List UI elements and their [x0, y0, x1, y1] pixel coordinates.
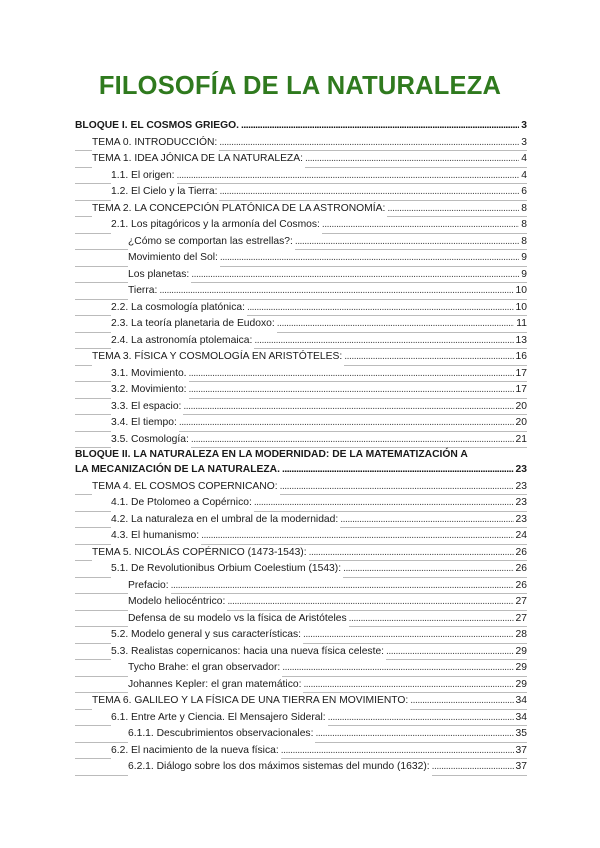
dot-leader	[280, 479, 514, 496]
toc-page-number: 24	[515, 530, 527, 541]
toc-entry[interactable]	[75, 333, 527, 350]
dot-leader	[386, 644, 514, 661]
toc-entry[interactable]	[75, 710, 527, 727]
toc-page-number: 4	[521, 169, 527, 181]
toc-entry[interactable]	[75, 743, 527, 760]
dot-leader	[295, 234, 519, 251]
toc-entry[interactable]	[75, 627, 527, 644]
dot-leader	[247, 300, 514, 317]
toc-entry-text: TEMA 6. GALILEO Y LA FÍSICA DE UNA TIERRA EN MOVIMIENTO:	[92, 693, 410, 710]
dot-leader	[387, 201, 519, 218]
toc-entry-text: BLOQUE I. EL COSMOS GRIEGO.	[75, 118, 241, 135]
toc-entry[interactable]	[75, 512, 527, 529]
document-title: FILOSOFÍA DE LA NATURALEZA	[98, 72, 502, 100]
toc-page-number: 8	[521, 235, 527, 247]
dot-leader	[305, 151, 519, 168]
toc-entry[interactable]	[75, 528, 527, 545]
toc-entry[interactable]	[75, 217, 527, 234]
toc-entry-text: TEMA 1. IDEA JÓNICA DE LA NATURALEZA:	[92, 151, 305, 168]
toc-page-number: 17	[515, 367, 527, 379]
toc-entry-text: Modelo heliocéntrico:	[128, 594, 227, 611]
toc-entry[interactable]	[75, 184, 527, 201]
toc-page-number: 10	[515, 301, 527, 313]
dot-leader	[183, 399, 513, 416]
dot-leader	[309, 545, 514, 562]
toc-entry-text: 5.2. Modelo general y sus características:	[111, 627, 303, 644]
toc-entry-text: 6.1.1. Descubrimientos observacionales:	[128, 726, 315, 743]
toc-entry-text: 5.3. Realistas copernicanos: hacia una nueva física celeste:	[111, 644, 386, 661]
toc-entry[interactable]	[75, 382, 527, 399]
toc-entry-text: TEMA 5. NICOLÁS COPÉRNICO (1473-1543):	[92, 545, 309, 562]
toc-entry[interactable]	[75, 399, 527, 416]
toc-entry[interactable]	[75, 432, 527, 449]
toc-entry[interactable]	[75, 611, 527, 628]
toc-entry-text: Los planetas:	[128, 267, 191, 284]
dot-leader	[179, 415, 514, 432]
toc-entry-text: TEMA 3. FÍSICA Y COSMOLOGÍA EN ARISTÓTELES:	[92, 349, 344, 366]
toc-entry-text: Movimiento del Sol:	[128, 250, 220, 267]
toc-entry[interactable]	[75, 726, 527, 743]
toc-entry-text: 4.3. El humanismo:	[111, 528, 201, 545]
toc-entry[interactable]	[75, 677, 527, 694]
toc-page-number: 9	[521, 268, 527, 280]
toc-page-number: 23	[515, 513, 527, 525]
toc-entry-text: 2.1. Los pitagóricos y la armonía del Cosmos:	[111, 217, 322, 234]
toc-page-number: 10	[515, 285, 527, 296]
dot-leader	[241, 118, 519, 135]
dot-leader	[277, 316, 515, 333]
dot-leader	[159, 283, 513, 300]
toc-entry[interactable]	[75, 594, 527, 611]
toc-page-number: 26	[515, 579, 527, 591]
toc-page-number: 8	[521, 219, 527, 230]
toc-entry-text: ¿Cómo se comportan las estrellas?:	[128, 234, 295, 251]
toc-page-number: 37	[515, 761, 527, 772]
toc-page-number: 34	[515, 695, 527, 706]
toc-entry[interactable]	[75, 479, 527, 496]
toc-entry[interactable]	[75, 349, 527, 366]
toc-entry-text: TEMA 0. INTRODUCCIÓN:	[92, 135, 219, 152]
toc-entry-text: LA MECANIZACIÓN DE LA NATURALEZA.	[75, 462, 282, 479]
toc-page-number: 13	[515, 334, 527, 346]
toc-page-number: 26	[515, 563, 527, 574]
toc-entry-text: 4.2. La naturaleza en el umbral de la modernidad:	[111, 512, 340, 529]
dot-leader	[177, 168, 520, 185]
toc-page-number: 20	[515, 400, 527, 412]
toc-entry[interactable]	[75, 168, 527, 185]
dot-leader	[322, 217, 519, 234]
toc-page-number: 17	[515, 384, 527, 395]
dot-leader	[343, 561, 513, 578]
toc-entry[interactable]	[75, 234, 527, 251]
toc-entry-text: TEMA 2. LA CONCEPCIÓN PLATÓNICA DE LA ASTRONOMÍA:	[92, 201, 387, 218]
dot-leader	[282, 660, 513, 677]
toc-entry-text: Prefacio:	[128, 578, 171, 595]
toc-entry-text: 3.5. Cosmología:	[111, 432, 191, 449]
dot-leader	[328, 710, 514, 727]
dot-leader	[254, 495, 514, 512]
toc-page-number: 37	[515, 744, 527, 756]
dot-leader	[189, 382, 514, 399]
toc-entry[interactable]	[75, 495, 527, 512]
toc-entry[interactable]	[75, 283, 527, 300]
dot-leader	[303, 677, 513, 694]
toc-entry-text: 2.3. La teoría planetaria de Eudoxo:	[111, 316, 277, 333]
toc-page-number: 20	[515, 417, 527, 428]
toc-entry[interactable]	[75, 366, 527, 383]
toc-page-number: 35	[515, 728, 527, 739]
dot-leader	[432, 759, 514, 776]
toc-page-number: 26	[515, 546, 527, 558]
toc-entry[interactable]	[75, 135, 527, 152]
dot-leader	[349, 611, 514, 628]
toc-entry-text: 3.2. Movimiento:	[111, 382, 189, 399]
toc-entry[interactable]	[75, 448, 527, 479]
dot-leader	[315, 726, 513, 743]
toc-entry[interactable]	[75, 578, 527, 595]
dot-leader	[303, 627, 514, 644]
toc-entry-text: 6.2.1. Diálogo sobre los dos máximos sistemas del mundo (1632):	[128, 759, 432, 776]
toc-page-number: 27	[515, 596, 527, 607]
toc-entry-text: 1.2. El Cielo y la Tierra:	[111, 184, 219, 201]
toc-page-number: 23	[515, 480, 527, 492]
toc-entry[interactable]	[75, 250, 527, 267]
toc-page-number: 8	[521, 202, 527, 214]
toc-entry[interactable]	[75, 267, 527, 284]
toc-entry-text: Tierra:	[128, 283, 159, 300]
toc-entry-text: 3.4. El tiempo:	[111, 415, 179, 432]
toc-page-number: 29	[515, 678, 527, 690]
dot-leader	[201, 528, 513, 545]
table-of-contents	[75, 118, 527, 776]
toc-entry[interactable]	[75, 300, 527, 317]
toc-entry-text: Johannes Kepler: el gran matemático:	[128, 677, 303, 694]
toc-entry[interactable]	[75, 693, 527, 710]
toc-entry-text: 3.1. Movimiento.	[111, 366, 189, 383]
dot-leader	[227, 594, 513, 611]
toc-entry-text: 1.1. El origen:	[111, 168, 177, 185]
toc-entry-text: Tycho Brahe: el gran observador:	[128, 660, 282, 677]
toc-page-number: 3	[521, 136, 527, 148]
toc-entry-text: 2.2. La cosmología platónica:	[111, 300, 247, 317]
toc-page-number: 11	[516, 318, 527, 329]
dot-leader	[220, 250, 519, 267]
toc-entry-text: 5.1. De Revolutionibus Orbium Coelestium (1543):	[111, 561, 343, 578]
toc-entry[interactable]	[75, 151, 527, 168]
toc-entry[interactable]	[75, 118, 527, 135]
toc-entry[interactable]	[75, 644, 527, 661]
toc-entry[interactable]	[75, 415, 527, 432]
dot-leader	[344, 349, 513, 366]
dot-leader	[282, 462, 514, 479]
dot-leader	[191, 432, 514, 449]
toc-entry-text: 3.3. El espacio:	[111, 399, 183, 416]
dot-leader	[254, 333, 513, 350]
toc-entry[interactable]	[75, 201, 527, 218]
dot-leader	[219, 135, 519, 152]
toc-entry-text: 4.1. De Ptolomeo a Copérnico:	[111, 495, 254, 512]
toc-page-number: 29	[515, 645, 527, 657]
toc-page-number: 21	[515, 433, 527, 445]
dot-leader	[340, 512, 513, 529]
toc-entry-text: 2.4. La astronomía ptolemaica:	[111, 333, 254, 350]
toc-entry-text: 6.2. El nacimiento de la nueva física:	[111, 743, 281, 760]
toc-page-number: 9	[521, 252, 527, 263]
dot-leader	[191, 267, 519, 284]
toc-page-number: 28	[515, 629, 527, 640]
toc-page-number: 16	[515, 351, 527, 362]
toc-entry-text: TEMA 4. EL COSMOS COPERNICANO:	[92, 479, 280, 496]
dot-leader	[410, 693, 513, 710]
toc-page-number: 23	[515, 464, 527, 475]
toc-entry[interactable]	[75, 660, 527, 677]
toc-entry[interactable]	[75, 545, 527, 562]
toc-entry-text: Defensa de su modelo vs la física de Aristóteles	[128, 611, 349, 628]
toc-page-number: 23	[515, 497, 527, 508]
toc-page-number: 27	[515, 612, 527, 624]
toc-entry[interactable]	[75, 561, 527, 578]
toc-page-number: 6	[521, 186, 527, 197]
toc-page-number: 4	[521, 153, 527, 164]
toc-entry-text: BLOQUE II. LA NATURALEZA EN LA MODERNIDAD: DE LA MATEMATIZACIÓN A	[75, 449, 468, 460]
dot-leader	[219, 184, 519, 201]
toc-entry[interactable]	[75, 316, 527, 333]
dot-leader	[281, 743, 514, 760]
dot-leader	[189, 366, 514, 383]
toc-page-number: 34	[515, 711, 527, 723]
toc-entry-text: 6.1. Entre Arte y Ciencia. El Mensajero Sideral:	[111, 710, 328, 727]
toc-page-number: 29	[515, 662, 527, 673]
toc-page-number: 3	[521, 120, 527, 131]
dot-leader	[171, 578, 514, 595]
toc-entry[interactable]	[75, 759, 527, 776]
